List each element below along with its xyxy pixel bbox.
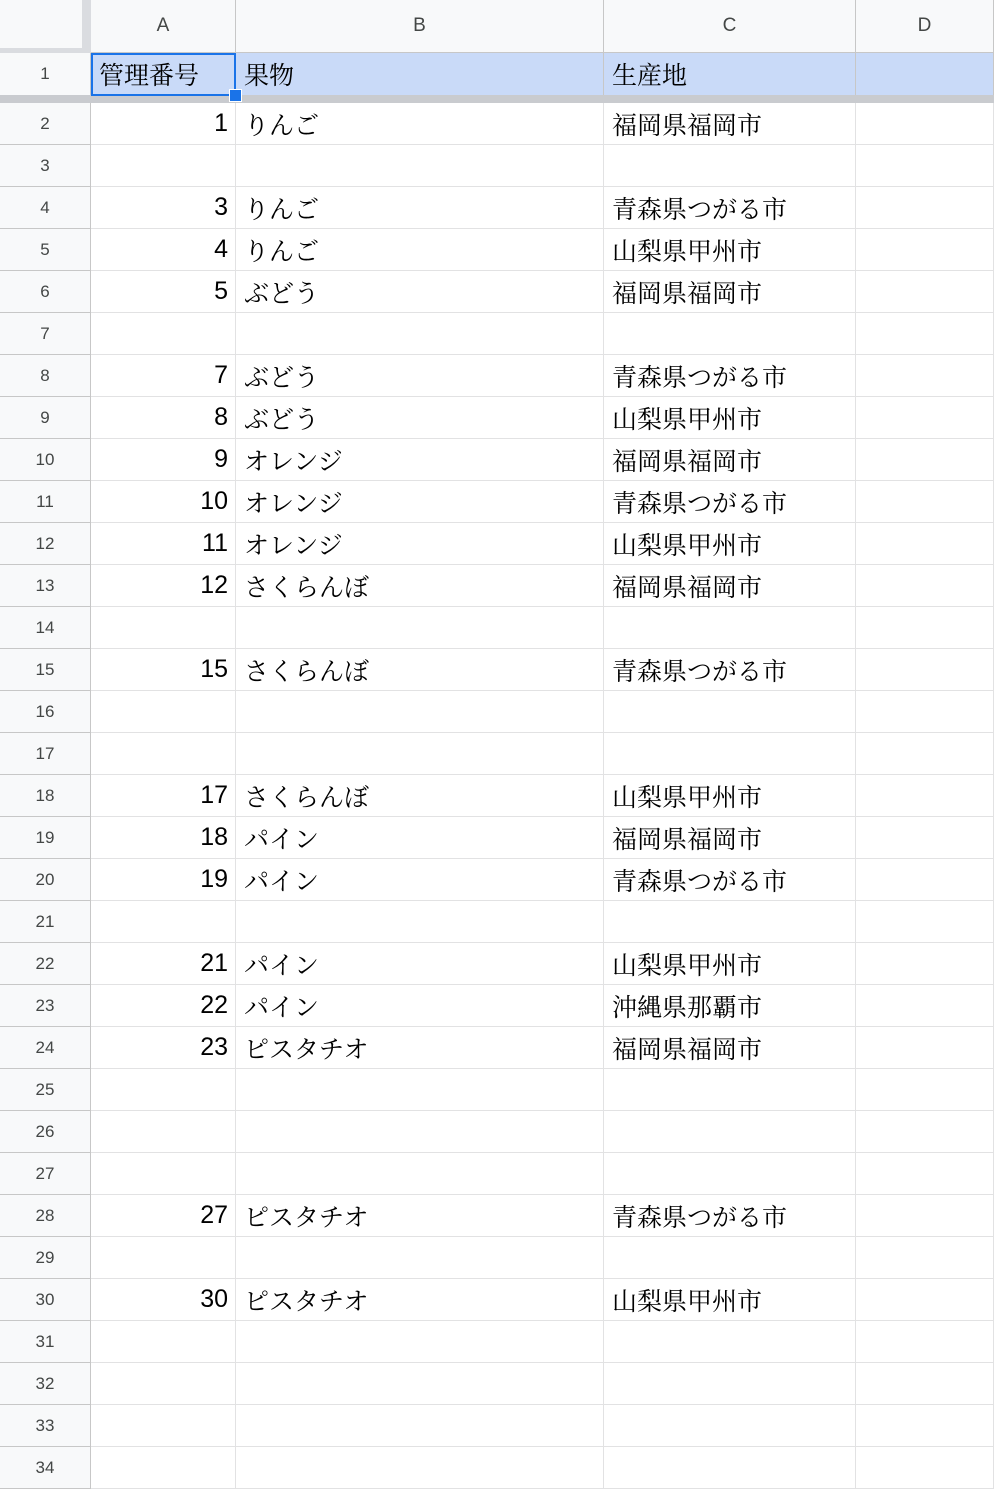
cell-fruit[interactable]: ぶどう — [236, 397, 604, 439]
cell-empty[interactable] — [856, 1279, 994, 1321]
cell-id[interactable]: 5 — [91, 271, 236, 313]
cell-id[interactable]: 18 — [91, 817, 236, 859]
freeze-columns-handle[interactable] — [82, 0, 91, 53]
row-header[interactable]: 20 — [0, 859, 91, 901]
cell-origin[interactable]: 沖縄県那覇市 — [604, 985, 856, 1027]
row-header[interactable]: 3 — [0, 145, 91, 187]
cell-empty[interactable] — [856, 1363, 994, 1405]
cell-fruit[interactable]: ピスタチオ — [236, 1027, 604, 1069]
cell-empty[interactable] — [856, 817, 994, 859]
cell-origin[interactable]: 福岡県福岡市 — [604, 565, 856, 607]
table-row — [91, 103, 994, 145]
cell-origin[interactable]: 福岡県福岡市 — [604, 271, 856, 313]
table-row — [91, 1237, 994, 1279]
cell-fruit[interactable]: ぶどう — [236, 271, 604, 313]
cell-id[interactable] — [91, 1237, 236, 1279]
table-row — [91, 775, 994, 817]
cell-id[interactable]: 17 — [91, 775, 236, 817]
table-row — [91, 271, 994, 313]
row-header[interactable]: 15 — [0, 649, 91, 691]
row-header[interactable]: 1 — [0, 53, 91, 96]
cell-fruit[interactable] — [236, 1405, 604, 1447]
table-row — [91, 1153, 994, 1195]
table-row — [91, 1405, 994, 1447]
table-row — [91, 397, 994, 439]
cell-d1[interactable] — [856, 53, 994, 96]
row-header[interactable]: 10 — [0, 439, 91, 481]
row-header[interactable]: 18 — [0, 775, 91, 817]
cell-id[interactable]: 8 — [91, 397, 236, 439]
row-header[interactable]: 23 — [0, 985, 91, 1027]
cell-id[interactable] — [91, 1447, 236, 1489]
cell-id[interactable]: 3 — [91, 187, 236, 229]
table-row — [91, 481, 994, 523]
cell-id[interactable]: 4 — [91, 229, 236, 271]
cell-id[interactable] — [91, 607, 236, 649]
table-row — [91, 1195, 994, 1237]
table-row — [91, 1447, 994, 1489]
row-header[interactable]: 8 — [0, 355, 91, 397]
row-header[interactable]: 5 — [0, 229, 91, 271]
table-row — [91, 691, 994, 733]
cell-origin[interactable] — [604, 1153, 856, 1195]
cell-empty[interactable] — [856, 1237, 994, 1279]
row-header[interactable]: 26 — [0, 1111, 91, 1153]
cell-id[interactable]: 23 — [91, 1027, 236, 1069]
cell-empty[interactable] — [856, 943, 994, 985]
cell-empty[interactable] — [856, 1195, 994, 1237]
row-header[interactable]: 21 — [0, 901, 91, 943]
fill-handle[interactable] — [229, 89, 242, 102]
row-header[interactable]: 31 — [0, 1321, 91, 1363]
cell-origin[interactable] — [604, 1447, 856, 1489]
table-header-row — [91, 53, 994, 96]
row-header[interactable]: 7 — [0, 313, 91, 355]
cell-origin[interactable] — [604, 1363, 856, 1405]
row-header[interactable]: 11 — [0, 481, 91, 523]
table-row — [91, 733, 994, 775]
cell-origin[interactable]: 青森県つがる市 — [604, 1195, 856, 1237]
cell-id[interactable]: 11 — [91, 523, 236, 565]
cell-fruit[interactable]: オレンジ — [236, 481, 604, 523]
cell-origin[interactable] — [604, 901, 856, 943]
cell-origin[interactable]: 山梨県甲州市 — [604, 523, 856, 565]
cell-origin[interactable]: 山梨県甲州市 — [604, 397, 856, 439]
cell-fruit[interactable] — [236, 607, 604, 649]
cell-id[interactable]: 7 — [91, 355, 236, 397]
cell-fruit[interactable]: パイン — [236, 943, 604, 985]
cell-fruit[interactable] — [236, 313, 604, 355]
cell-id[interactable] — [91, 1363, 236, 1405]
cell-empty[interactable] — [856, 313, 994, 355]
row-header[interactable]: 4 — [0, 187, 91, 229]
cell-fruit[interactable]: ぶどう — [236, 355, 604, 397]
table-row — [91, 145, 994, 187]
select-all-corner[interactable] — [0, 0, 91, 53]
row-header[interactable]: 34 — [0, 1447, 91, 1489]
table-row — [91, 1069, 994, 1111]
row-header[interactable]: 19 — [0, 817, 91, 859]
cell-fruit[interactable] — [236, 1237, 604, 1279]
table-row — [91, 313, 994, 355]
cell-origin[interactable] — [604, 691, 856, 733]
table-row — [91, 1363, 994, 1405]
cell-id[interactable] — [91, 313, 236, 355]
cell-fruit[interactable]: オレンジ — [236, 439, 604, 481]
cell-empty[interactable] — [856, 1027, 994, 1069]
cell-id[interactable] — [91, 901, 236, 943]
row-header[interactable]: 14 — [0, 607, 91, 649]
cell-empty[interactable] — [856, 733, 994, 775]
table-row — [91, 523, 994, 565]
row-header[interactable]: 2 — [0, 103, 91, 145]
row-header[interactable]: 16 — [0, 691, 91, 733]
table-row — [91, 943, 994, 985]
cell-fruit[interactable]: パイン — [236, 859, 604, 901]
row-header[interactable]: 9 — [0, 397, 91, 439]
cell-id[interactable]: 9 — [91, 439, 236, 481]
cell-c1[interactable]: 生産地 — [604, 53, 856, 96]
cell-empty[interactable] — [856, 355, 994, 397]
cell-origin[interactable]: 山梨県甲州市 — [604, 775, 856, 817]
cell-fruit[interactable]: りんご — [236, 103, 604, 145]
table-row — [91, 649, 994, 691]
column-header-a[interactable]: A — [91, 0, 236, 53]
table-row — [91, 1027, 994, 1069]
cell-id[interactable]: 22 — [91, 985, 236, 1027]
table-row — [91, 901, 994, 943]
cell-id[interactable]: 30 — [91, 1279, 236, 1321]
cell-origin[interactable] — [604, 733, 856, 775]
cell-fruit[interactable] — [236, 1447, 604, 1489]
row-header[interactable]: 28 — [0, 1195, 91, 1237]
cell-empty[interactable] — [856, 691, 994, 733]
cell-empty[interactable] — [856, 607, 994, 649]
row-header[interactable]: 6 — [0, 271, 91, 313]
table-row — [91, 355, 994, 397]
cell-empty[interactable] — [856, 985, 994, 1027]
cell-id[interactable] — [91, 733, 236, 775]
row-header[interactable]: 33 — [0, 1405, 91, 1447]
cell-empty[interactable] — [856, 1321, 994, 1363]
table-row — [91, 1111, 994, 1153]
table-row — [91, 229, 994, 271]
table-row — [91, 817, 994, 859]
table-row — [91, 565, 994, 607]
cell-empty[interactable] — [856, 523, 994, 565]
row-header[interactable]: 12 — [0, 523, 91, 565]
cell-origin[interactable]: 福岡県福岡市 — [604, 1027, 856, 1069]
row-header[interactable]: 13 — [0, 565, 91, 607]
cell-fruit[interactable]: りんご — [236, 187, 604, 229]
cell-id[interactable] — [91, 1153, 236, 1195]
cell-fruit[interactable] — [236, 1069, 604, 1111]
cell-fruit[interactable] — [236, 1321, 604, 1363]
cell-fruit[interactable] — [236, 145, 604, 187]
cell-empty[interactable] — [856, 187, 994, 229]
cell-origin[interactable]: 福岡県福岡市 — [604, 817, 856, 859]
cell-fruit[interactable]: さくらんぼ — [236, 775, 604, 817]
table-row — [91, 985, 994, 1027]
row-header[interactable]: 27 — [0, 1153, 91, 1195]
cell-origin[interactable]: 福岡県福岡市 — [604, 103, 856, 145]
cell-origin[interactable] — [604, 607, 856, 649]
cell-fruit[interactable]: オレンジ — [236, 523, 604, 565]
cell-origin[interactable]: 山梨県甲州市 — [604, 943, 856, 985]
cell-empty[interactable] — [856, 103, 994, 145]
cell-empty[interactable] — [856, 1069, 994, 1111]
cell-fruit[interactable] — [236, 1153, 604, 1195]
column-header-b[interactable]: B — [236, 0, 604, 53]
row-header[interactable]: 24 — [0, 1027, 91, 1069]
cell-empty[interactable] — [856, 1447, 994, 1489]
cell-origin[interactable] — [604, 1321, 856, 1363]
cell-origin[interactable] — [604, 313, 856, 355]
cell-id[interactable]: 12 — [91, 565, 236, 607]
row-header[interactable]: 30 — [0, 1279, 91, 1321]
column-header-d[interactable]: D — [856, 0, 994, 53]
cell-empty[interactable] — [856, 649, 994, 691]
cell-origin[interactable] — [604, 1405, 856, 1447]
cell-a1[interactable]: 管理番号 — [91, 53, 236, 96]
cell-origin[interactable]: 福岡県福岡市 — [604, 439, 856, 481]
cell-fruit[interactable] — [236, 1111, 604, 1153]
cell-id[interactable] — [91, 1069, 236, 1111]
cell-origin[interactable] — [604, 1111, 856, 1153]
cell-id[interactable] — [91, 691, 236, 733]
cell-empty[interactable] — [856, 271, 994, 313]
cell-id[interactable]: 10 — [91, 481, 236, 523]
cell-origin[interactable]: 山梨県甲州市 — [604, 229, 856, 271]
cell-empty[interactable] — [856, 229, 994, 271]
cell-fruit[interactable] — [236, 733, 604, 775]
cell-empty[interactable] — [856, 145, 994, 187]
cell-empty[interactable] — [856, 481, 994, 523]
cell-id[interactable]: 1 — [91, 103, 236, 145]
row-header[interactable]: 25 — [0, 1069, 91, 1111]
table-row — [91, 1279, 994, 1321]
cell-id[interactable] — [91, 145, 236, 187]
table-row — [91, 1321, 994, 1363]
cell-fruit[interactable] — [236, 691, 604, 733]
cell-id[interactable]: 19 — [91, 859, 236, 901]
cell-origin[interactable]: 青森県つがる市 — [604, 355, 856, 397]
cell-empty[interactable] — [856, 1111, 994, 1153]
cell-id[interactable] — [91, 1111, 236, 1153]
cell-origin[interactable]: 青森県つがる市 — [604, 649, 856, 691]
cell-b1[interactable]: 果物 — [236, 53, 604, 96]
table-row — [91, 187, 994, 229]
cell-empty[interactable] — [856, 439, 994, 481]
cell-empty[interactable] — [856, 565, 994, 607]
frozen-row-divider[interactable] — [0, 95, 994, 103]
cell-empty[interactable] — [856, 397, 994, 439]
row-header[interactable]: 29 — [0, 1237, 91, 1279]
cell-empty[interactable] — [856, 1405, 994, 1447]
cell-origin[interactable]: 山梨県甲州市 — [604, 1279, 856, 1321]
cell-origin[interactable]: 青森県つがる市 — [604, 859, 856, 901]
cell-empty[interactable] — [856, 901, 994, 943]
table-row — [91, 859, 994, 901]
cell-fruit[interactable]: ピスタチオ — [236, 1279, 604, 1321]
cell-fruit[interactable]: さくらんぼ — [236, 649, 604, 691]
cell-id[interactable] — [91, 1405, 236, 1447]
cell-origin[interactable]: 青森県つがる市 — [604, 187, 856, 229]
cell-fruit[interactable]: りんご — [236, 229, 604, 271]
cell-origin[interactable] — [604, 145, 856, 187]
cell-fruit[interactable]: ピスタチオ — [236, 1195, 604, 1237]
table-row — [91, 439, 994, 481]
cell-empty[interactable] — [856, 859, 994, 901]
column-header-c[interactable]: C — [604, 0, 856, 53]
row-header[interactable]: 32 — [0, 1363, 91, 1405]
cell-id[interactable] — [91, 1321, 236, 1363]
cell-fruit[interactable] — [236, 901, 604, 943]
cell-origin[interactable]: 青森県つがる市 — [604, 481, 856, 523]
cell-fruit[interactable]: パイン — [236, 985, 604, 1027]
cell-id[interactable]: 21 — [91, 943, 236, 985]
cell-empty[interactable] — [856, 775, 994, 817]
row-header[interactable]: 17 — [0, 733, 91, 775]
cell-origin[interactable] — [604, 1237, 856, 1279]
cell-fruit[interactable]: パイン — [236, 817, 604, 859]
cell-fruit[interactable] — [236, 1363, 604, 1405]
table-row — [91, 607, 994, 649]
cell-fruit[interactable]: さくらんぼ — [236, 565, 604, 607]
row-header[interactable]: 22 — [0, 943, 91, 985]
cell-empty[interactable] — [856, 1153, 994, 1195]
cell-id[interactable]: 15 — [91, 649, 236, 691]
cell-id[interactable]: 27 — [91, 1195, 236, 1237]
cell-origin[interactable] — [604, 1069, 856, 1111]
